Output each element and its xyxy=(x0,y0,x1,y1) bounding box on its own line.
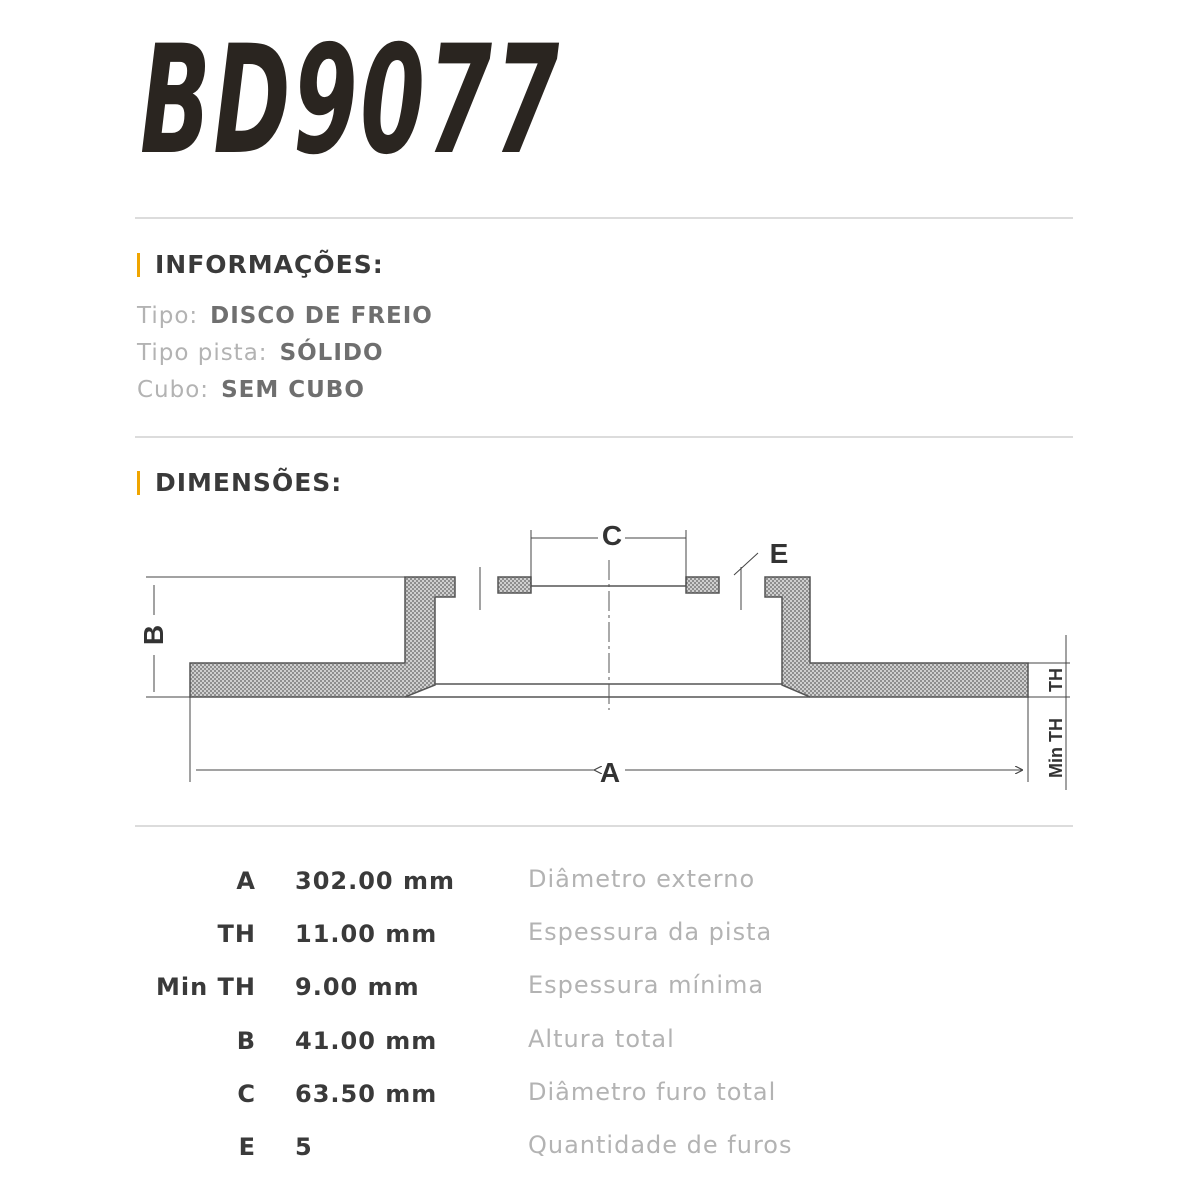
divider-middle xyxy=(135,436,1073,438)
spec-description: Espessura da pista xyxy=(528,918,773,946)
info-heading-label: INFORMAÇÕES: xyxy=(155,250,384,279)
info-row-type xyxy=(137,303,433,329)
divider-top xyxy=(135,217,1073,219)
disc-profile-left xyxy=(190,577,455,697)
dim-min-th-label: Min TH xyxy=(1046,718,1066,778)
spec-code: E xyxy=(238,1133,256,1161)
info-key: Cubo: xyxy=(137,377,210,403)
spec-description: Espessura mínima xyxy=(528,971,765,999)
spec-description: Quantidade de furos xyxy=(528,1131,793,1159)
hub-flange-right xyxy=(686,577,719,593)
dim-b-label: B xyxy=(138,624,169,646)
info-key: Tipo: xyxy=(137,303,199,329)
spec-description: Diâmetro furo total xyxy=(528,1078,777,1106)
product-code: BD9077 xyxy=(140,30,562,170)
dim-e-leader xyxy=(734,553,758,575)
info-value: SEM CUBO xyxy=(221,377,365,403)
spec-code: TH xyxy=(217,920,256,948)
brake-disc-diagram xyxy=(130,505,1080,810)
spec-value: 9.00 mm xyxy=(295,973,420,1001)
info-key: Tipo pista: xyxy=(137,340,268,366)
disc-profile-right xyxy=(765,577,1028,697)
spec-code: Min TH xyxy=(155,973,256,1001)
dim-a-label: A xyxy=(599,757,621,788)
accent-bar xyxy=(137,471,140,495)
dim-th-label: TH xyxy=(1046,668,1066,692)
product-code-title xyxy=(140,30,640,170)
divider-bottom xyxy=(135,825,1073,827)
info-row-hub xyxy=(137,377,365,403)
spec-description: Altura total xyxy=(528,1025,675,1053)
dimensions-heading xyxy=(137,468,342,497)
dim-c-label: C xyxy=(601,520,623,551)
spec-value: 63.50 mm xyxy=(295,1080,438,1108)
spec-code: A xyxy=(236,867,256,895)
spec-code: B xyxy=(236,1027,256,1055)
accent-bar xyxy=(137,253,140,277)
spec-value: 302.00 mm xyxy=(295,867,455,895)
info-value: SÓLIDO xyxy=(279,340,384,366)
spec-description: Diâmetro externo xyxy=(528,865,756,893)
spec-value: 11.00 mm xyxy=(295,920,438,948)
spec-code: C xyxy=(237,1080,256,1108)
spec-value: 5 xyxy=(295,1133,313,1161)
info-row-track-type xyxy=(137,340,384,366)
spec-value: 41.00 mm xyxy=(295,1027,438,1055)
dim-e-label: E xyxy=(769,538,789,569)
info-value: DISCO DE FREIO xyxy=(210,303,433,329)
hub-flange-left xyxy=(498,577,531,593)
info-heading xyxy=(137,250,384,279)
dimensions-heading-label: DIMENSÕES: xyxy=(155,468,343,497)
